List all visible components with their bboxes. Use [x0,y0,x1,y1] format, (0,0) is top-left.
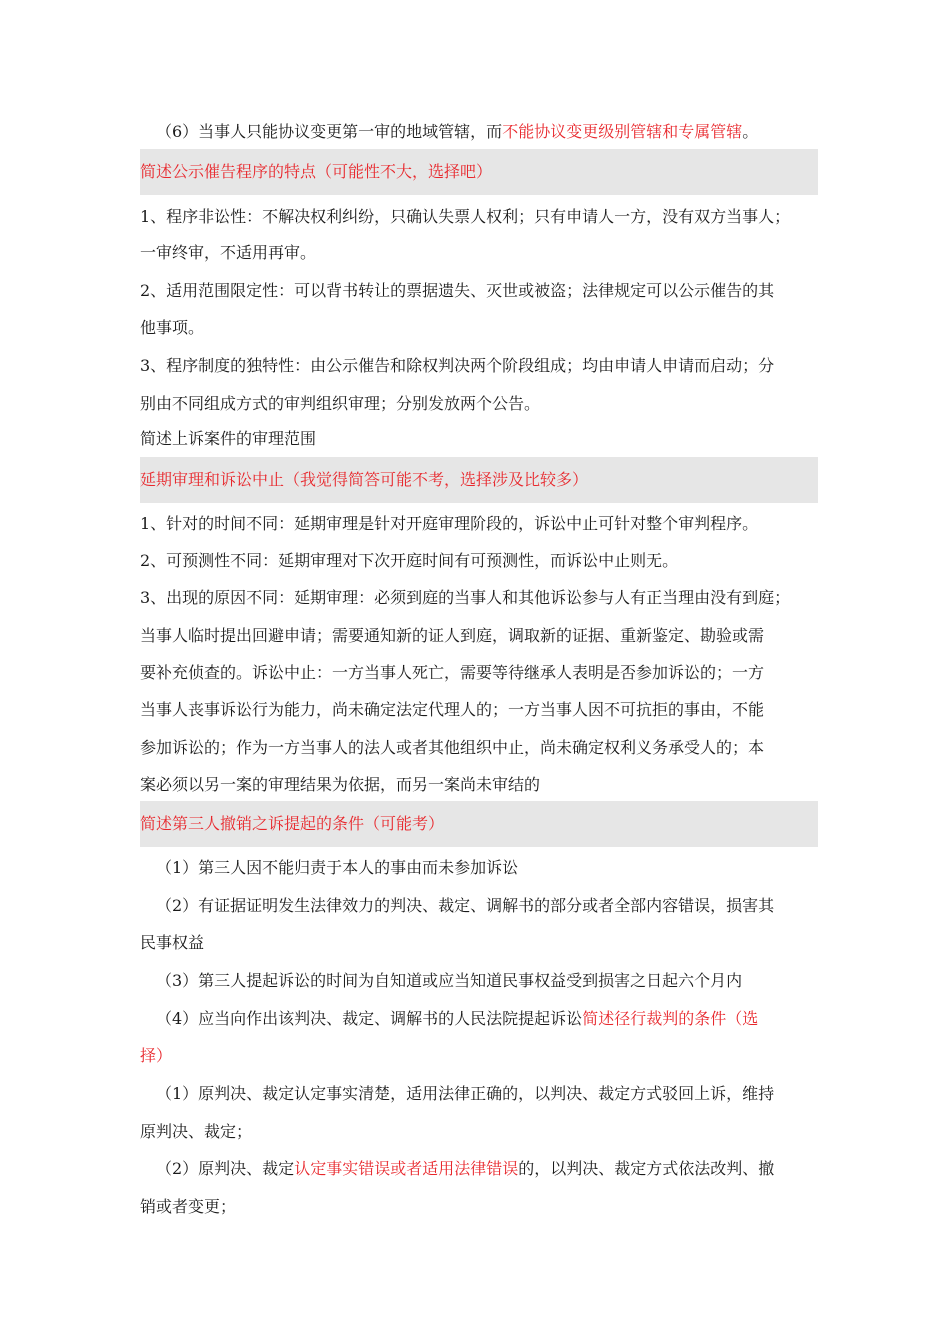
text-normal: （2）原判决、裁定 [156,1159,295,1178]
section-heading-appeal-scope: 简述上诉案件的审理范围 [140,429,317,448]
text-line: 民事权益 [140,933,205,952]
text-line: 原判决、裁定； [140,1122,253,1141]
text-line-with-heading [140,1008,834,1030]
text-line: 2、适用范围限定性：可以背书转让的票据遗失、灭世或被盗；法律规定可以公示催告的其 [140,281,775,300]
text-line: （3）第三人提起诉讼的时间为自知道或应当知道民事权益受到损害之日起六个月内 [156,971,743,990]
section-heading-direct-judgment-cont: 择） [140,1046,173,1065]
text-line: 要补充侦查的。诉讼中止：一方当事人死亡，需要等待继承人表明是否参加诉讼的；一方 [140,663,765,682]
text-line: （1）第三人因不能归责于本人的事由而未参加诉讼 [156,858,519,877]
text-line: （1）原判决、裁定认定事实清楚，适用法律正确的，以判决、裁定方式驳回上诉，维持 [156,1084,775,1103]
section-heading-direct-judgment: 简述径行裁判的条件（选 [582,1009,759,1028]
text-line: 案必须以另一案的审理结果为依据，而另一案尚未审结的 [140,775,541,794]
text-line: 一审终审，不适用再审。 [140,243,317,262]
text-normal: 。 [742,122,759,141]
text-highlight-red: 不能协议变更级别管辖和专属管辖 [502,122,743,141]
text-line-highlighted [140,1158,834,1180]
text-line: （2）有证据证明发生法律效力的判决、裁定、调解书的部分或者全部内容错误，损害其 [156,896,775,915]
text-line: 1、针对的时间不同：延期审理是针对开庭审理阶段的，诉讼中止可针对整个审判程序。 [140,514,759,533]
text-line: 3、程序制度的独特性：由公示催告和除权判决两个阶段组成；均由申请人申请而启动；分 [140,356,775,375]
text-line: 别由不同组成方式的审判组织审理；分别发放两个公告。 [140,394,541,413]
text-normal: （6）当事人只能协议变更第一审的地域管辖，而 [156,122,503,141]
text-line: 3、出现的原因不同：延期审理：必须到庭的当事人和其他诉讼参与人有正当理由没有到庭； [140,588,791,607]
text-normal: 的，以判决、裁定方式依法改判、撤 [518,1159,775,1178]
text-line: 2、可预测性不同：延期审理对下次开庭时间有可预测性，而诉讼中止则无。 [140,551,679,570]
text-line: 1、程序非讼性：不解决权利纠纷，只确认失票人权利；只有申请人一方，没有双方当事人； [140,207,791,226]
text-line: 参加诉讼的；作为一方当事人的法人或者其他组织中止，尚未确定权利义务承受人的；本 [140,738,765,757]
text-line: 当事人临时提出回避申请；需要通知新的证人到庭，调取新的证据、重新鉴定、勘验或需 [140,626,765,645]
text-line: 他事项。 [140,318,205,337]
paragraph-jurisdiction-6 [140,121,834,143]
section-heading-public-notice: 简述公示催告程序的特点（可能性不大，选择吧） [140,149,818,195]
section-heading-third-party: 简述第三人撤销之诉提起的条件（可能考） [140,801,818,847]
section-heading-postponement: 延期审理和诉讼中止（我觉得简答可能不考，选择涉及比较多） [140,457,818,503]
text-line: 销或者变更； [140,1197,237,1216]
text-line: 当事人丧事诉讼行为能力，尚未确定法定代理人的；一方当事人因不可抗拒的事由，不能 [140,700,765,719]
text-highlight-red: 认定事实错误或者适用法律错误 [294,1159,519,1178]
text-normal: （4）应当向作出该判决、裁定、调解书的人民法院提起诉讼 [156,1009,583,1028]
